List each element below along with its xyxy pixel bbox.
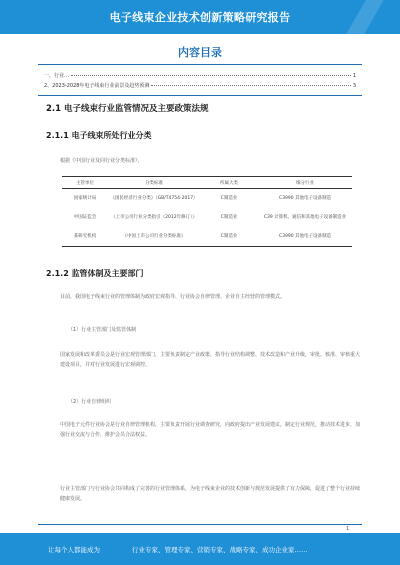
header-decoration (330, 0, 400, 34)
body-paragraph: 目前，我国电子线束行业的管理体制为政府宏观指导、行业协会自律管理、企业自主经营的管理模式。 (60, 294, 286, 300)
subsection-heading: 2.1.1 电子线束所处行业分类 (46, 131, 152, 140)
toc-leader (71, 75, 351, 76)
table-row (62, 189, 352, 209)
toc-leader (151, 85, 350, 86)
numbered-heading: （2）行业自律组织 (68, 399, 112, 405)
toc-list (44, 72, 356, 92)
table-header-cell: 所属大类 (200, 177, 258, 189)
toc-item-page: 3 (352, 83, 356, 89)
table-cell: C制造业 (200, 227, 258, 247)
numbered-heading: （1）行业主管部门及监管体制 (68, 327, 137, 333)
toc-title: 内容目录 (178, 46, 222, 59)
toc-item-page: 1 (352, 73, 356, 79)
table-cell: C3990 其他电子设备制造 (278, 195, 332, 201)
footer-divider (38, 524, 362, 525)
toc-item-label: 2、2023-2028年电子线束行业前景及趋势预测 (44, 83, 150, 89)
table-cell: 国家统计局 (73, 195, 97, 201)
page-number: 1 (346, 526, 350, 532)
intro-text: 根据《中国行业及同行业分类标准》， (60, 158, 143, 164)
footer-roles: 行业专家、管理专家、营销专家、战略专家、成功企业家…… (132, 545, 308, 554)
footer-slogan: 让每个人都能成为 (48, 545, 100, 554)
body-paragraph: 中国电子元件行业协会是行业自律管理机构，主要负责开展行业调查研究，向政府提出产业发展建议，制定行业规范，推动技术进步，加强行业交流与合作，维护会员合法权益。 (60, 422, 361, 438)
body-paragraph: 行业主管部门与行业协会共同构成了完善的行业管理体系，为电子线束企业的技术创新与规范发展提供了有力保障，促进了整个行业持续健康发展。 (60, 486, 361, 502)
toc-divider-bottom (38, 95, 362, 96)
report-title: 电子线束企业技术创新策略研究报告 (109, 11, 291, 24)
table-header-row (62, 177, 352, 189)
table-row (62, 208, 352, 227)
toc-item[interactable] (44, 72, 356, 82)
table-cell: C制造业 (220, 214, 238, 220)
industry-classification-table (62, 176, 352, 247)
table-header-cell: 分类标准 (108, 177, 200, 189)
table-cell: 中国证监会 (73, 214, 97, 220)
subsection-heading: 2.1.2 监管体制及主要部门 (46, 269, 144, 278)
report-footer (0, 533, 400, 565)
body-paragraph: 国家发展和改革委员会是行业宏观管理部门，主要负责制定产业政策，指导行业结构调整、技术改造和产业升级，审批、核准、审核重大建设项目，并对行业发展进行宏观调控。 (60, 352, 361, 368)
table-header-cell: 主管单位 (62, 177, 108, 189)
toc-item[interactable] (44, 82, 356, 92)
table-row (62, 227, 352, 247)
table-cell: 《国民经济行业分类》（GB/T4754-2017） (110, 195, 198, 201)
table-cell: 某研究机构 (62, 227, 108, 247)
table-cell: C39 计算机、通信和其他电子设备制造业 (263, 214, 347, 220)
table-cell: 《中国上市公司行业分类标准》 (108, 227, 200, 247)
section-heading: 2.1 电子线束行业监管情况及主要政策法规 (46, 104, 209, 114)
toc-divider-top (38, 64, 362, 65)
table-cell: 《上市公司行业分类指引（2012年修订）》 (111, 214, 197, 220)
table-header-cell: 细分行业 (258, 177, 352, 189)
table-cell: C制造业 (220, 195, 238, 201)
toc-item-label: 一、行业… (44, 73, 70, 79)
report-header (0, 0, 400, 34)
table-cell: C3990 其他电子设备制造 (258, 227, 352, 247)
